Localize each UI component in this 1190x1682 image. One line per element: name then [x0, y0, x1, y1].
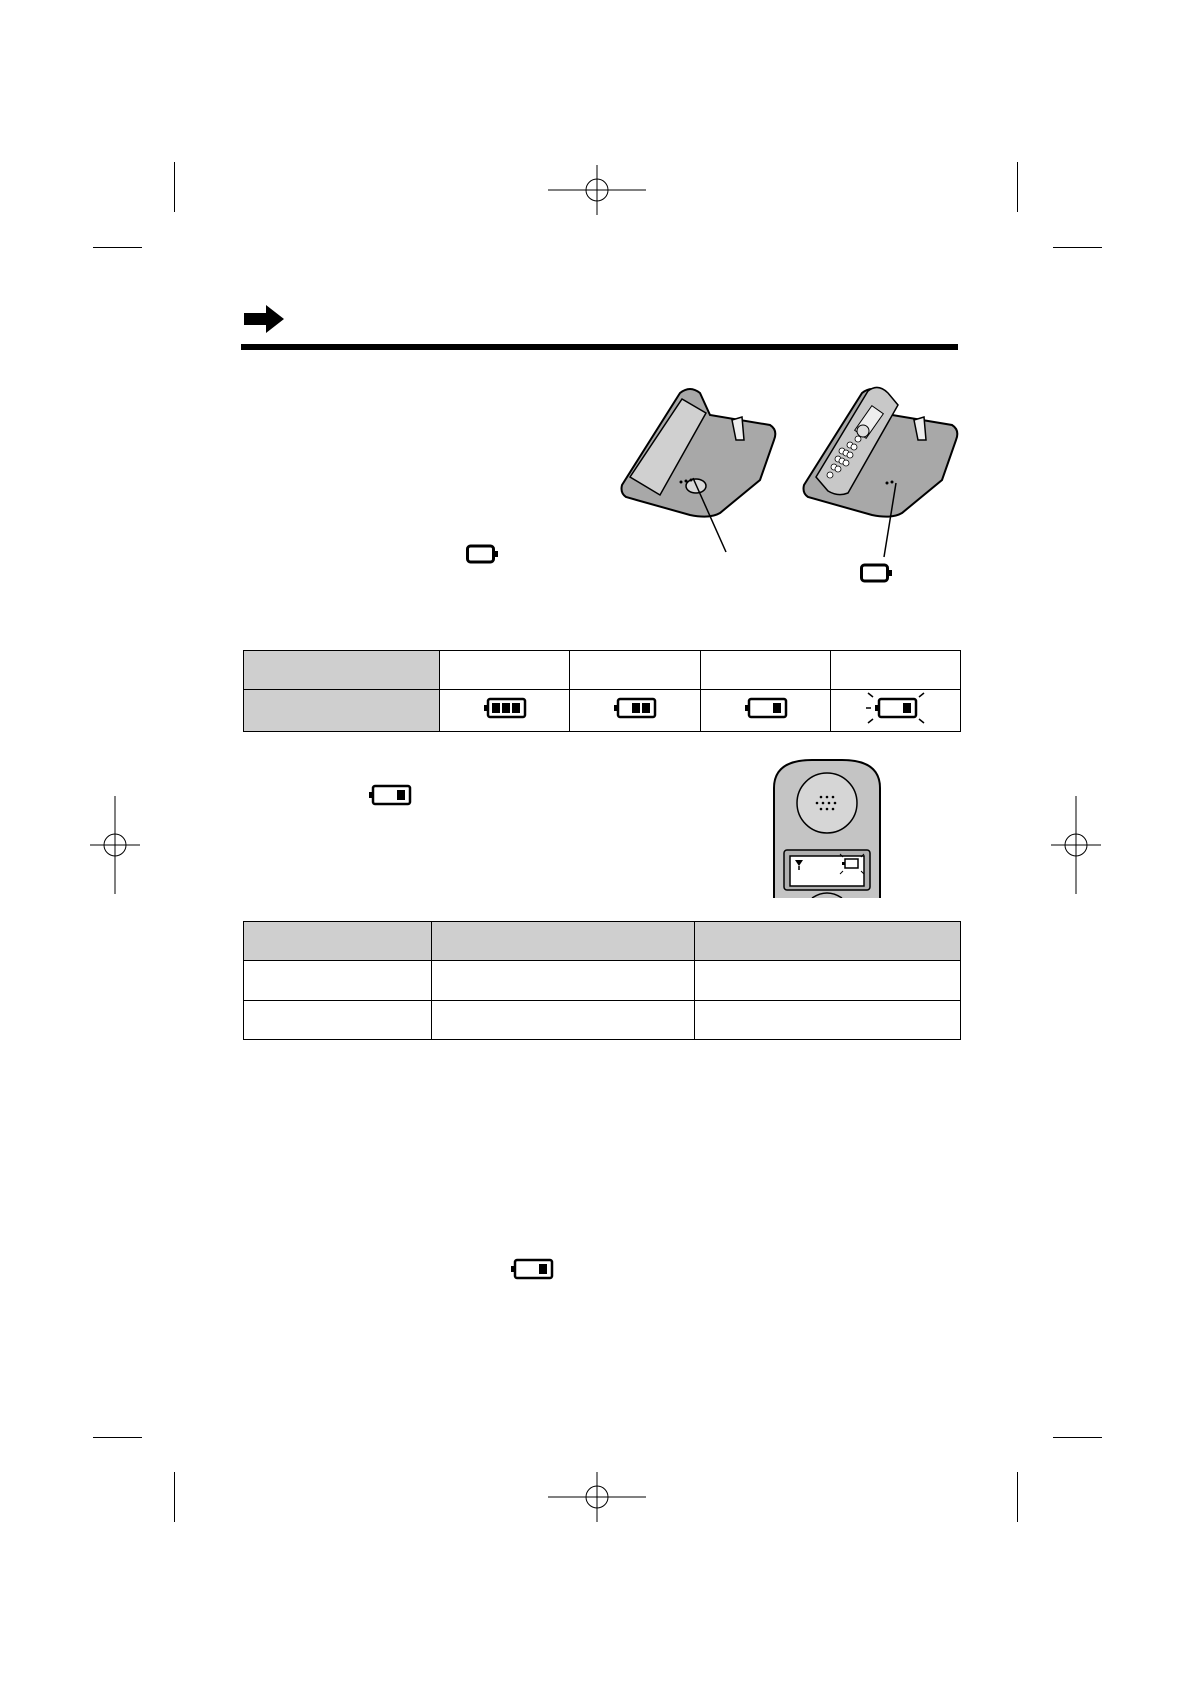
table-cell: [440, 690, 570, 732]
table-header-cell: [244, 651, 440, 690]
crop-mark: [1053, 1437, 1102, 1438]
registration-target-icon: [1051, 796, 1101, 894]
table-cell: [440, 651, 570, 690]
crop-mark: [93, 247, 142, 248]
battery-low-icon: [744, 697, 788, 719]
table-row: [244, 961, 961, 1001]
table-row: [244, 1001, 961, 1040]
table-cell: [432, 961, 695, 1001]
operating-time-table: [243, 921, 961, 1040]
battery-low-icon: [368, 784, 412, 806]
crop-mark: [93, 1437, 142, 1438]
table-cell: [570, 651, 701, 690]
table-header-cell: [244, 690, 440, 732]
table-cell: [701, 690, 831, 732]
table-header-cell: [244, 922, 432, 961]
right-arrow-icon: [244, 305, 284, 333]
table-cell: [831, 651, 961, 690]
registration-target-icon: [548, 165, 646, 215]
table-cell: [244, 961, 432, 1001]
battery-full-icon: [483, 697, 527, 719]
table-cell: [831, 690, 961, 732]
crop-mark: [1017, 162, 1018, 212]
handset-display-illustration: [772, 758, 882, 898]
table-cell: [695, 1001, 961, 1040]
crop-mark: [174, 162, 175, 212]
battery-recharge-flashing-icon: [864, 690, 928, 726]
battery-strength-table: [243, 650, 961, 732]
table-cell: [244, 1001, 432, 1040]
header-rule: [241, 344, 958, 350]
registration-target-icon: [90, 796, 140, 894]
table-header-cell: [695, 922, 961, 961]
crop-mark: [1053, 247, 1102, 248]
registration-target-icon: [548, 1472, 646, 1522]
charge-indicator-icon: [466, 543, 500, 565]
table-cell: [695, 961, 961, 1001]
charge-indicator-icon: [860, 562, 894, 584]
table-header-cell: [432, 922, 695, 961]
crop-mark: [174, 1472, 175, 1522]
battery-medium-icon: [613, 697, 657, 719]
crop-mark: [1017, 1472, 1018, 1522]
charge-indicator-leader-line: [880, 480, 900, 560]
charge-indicator-leader-line: [690, 475, 730, 555]
table-cell: [432, 1001, 695, 1040]
table-cell: [570, 690, 701, 732]
table-cell: [701, 651, 831, 690]
battery-low-icon: [510, 1258, 554, 1280]
